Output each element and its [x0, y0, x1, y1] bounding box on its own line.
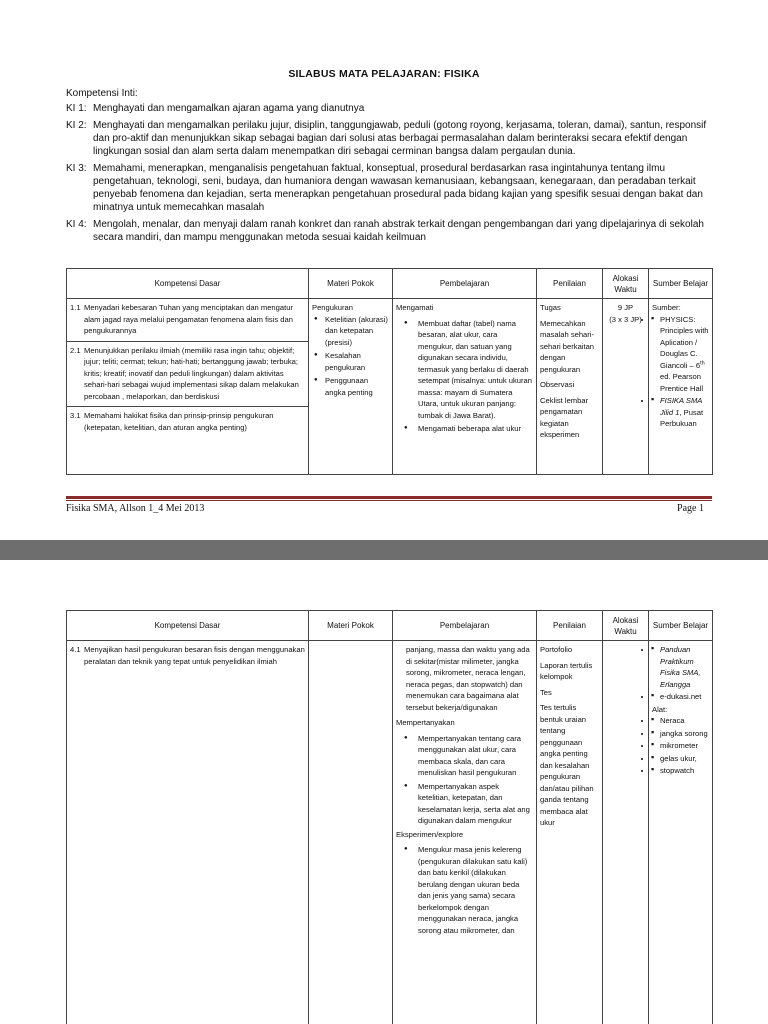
- list-item: ● Mengamati beberapa alat ukur: [396, 423, 533, 435]
- ki-label: KI 4:: [66, 219, 87, 230]
- sumber-book-rest: , Pusat Perbukuan: [660, 407, 704, 428]
- materi-title: Pengukuran: [312, 303, 353, 312]
- alat-label: Alat:: [652, 704, 668, 714]
- pembelajaran-list: [396, 733, 533, 827]
- ki-label: KI 1:: [66, 103, 87, 114]
- ki-item: [66, 218, 716, 244]
- pembelajaran-list: [396, 318, 533, 435]
- ki-item: [66, 162, 716, 214]
- pembelajaran-title: Eksperimen/explore: [396, 829, 464, 839]
- table-header-row: [67, 269, 713, 299]
- ki-heading: Kompetensi Inti:: [66, 88, 138, 99]
- table-row: [67, 641, 713, 1024]
- ki-item: [66, 119, 716, 158]
- pembelajaran-continued: panjang, massa dan waktu yang ada di sekitar(mistar milimeter, jangka sorong, mikrometer, neraca lengan, neraca pegas, dan stopwatch) dan menemukan cara bagaimana alat tersebut bekerja/digunakan: [406, 645, 530, 712]
- pembelajaran-title: Mengamati: [396, 303, 434, 312]
- kd-number: 3.1: [70, 411, 81, 420]
- kd-item: [67, 407, 308, 437]
- header-kd: Kompetensi Dasar: [67, 269, 309, 299]
- header-alokasi: Alokasi Waktu: [603, 269, 649, 299]
- list-item: ● Mempertanyakan aspek ketelitian, ketepatan, dan keselamatan kerja, serta alat ang digunakan dalam mengukur: [396, 781, 533, 827]
- materi-cell: [309, 641, 393, 1024]
- sumber-book-italic: FISIKA SMA Jilid 1: [660, 396, 703, 417]
- ki-item: [66, 102, 716, 115]
- penilaian-cell: [537, 299, 603, 475]
- pembelajaran-cell: [393, 641, 537, 1024]
- list-item: ▪ • stopwatch: [652, 765, 709, 777]
- sumber-cell: [649, 641, 713, 1024]
- kd-cell: [67, 299, 309, 475]
- sumber-cell: [649, 299, 713, 475]
- footer-left: Fisika SMA, Allson 1_4 Mei 2013: [66, 503, 205, 514]
- list-item: ● Mengukur masa jenis kelereng (pengukuran dilakukan satu kali) dan batu kerikil (dilakukan berulang dengan ukuran beda dan jenis yang sama) secara berkelompok dengan menggunakan neraca, jangka sorong atau mikrometer, dan: [396, 844, 533, 936]
- kd-cell: [67, 641, 309, 1024]
- page-2: [0, 560, 768, 1024]
- ki-label: KI 2:: [66, 120, 87, 131]
- alat-list: [652, 715, 709, 777]
- kd-text: Memahami hakikat fisika dan prinsip-prinsip pengukuran (ketepatan, ketelitian, dan aturan angka penting): [84, 411, 274, 432]
- penilaian-item: Portofolio: [540, 645, 573, 654]
- materi-cell: [309, 299, 393, 475]
- table-row: [67, 299, 713, 475]
- footer-rule-thin: [66, 500, 712, 501]
- list-item: ▪ • jangka sorong: [652, 728, 709, 740]
- header-pembelajaran: Pembelajaran: [393, 611, 537, 641]
- sumber-list: [652, 314, 709, 430]
- sumber-book-2: ed. Pearson Prentice Hall: [660, 372, 704, 393]
- header-penilaian: Penilaian: [537, 611, 603, 641]
- list-item: ● Mempertanyakan tentang cara menggunakan alat ukur, cara membaca skala, dan cara menuliskan hasil pengukuran: [396, 733, 533, 779]
- ki-label: KI 3:: [66, 163, 87, 174]
- list-item: ▪ • gelas ukur,: [652, 753, 709, 765]
- kd-text: Menunjukkan perilaku ilmiah (memiliki rasa ingin tahu; objektif; jujur; teliti; cermat; tekun; hati-hati; bertanggung jawab; terbuka; kritis; kreatif; inovatif dan peduli lingkungan) dalam aktivitas sehari-hari sebagai wujud implementasi sikap dalam melakukan percobaan , melaporkan, dan berdiskusi: [84, 345, 299, 401]
- sumber-sup: th: [700, 359, 705, 366]
- header-kd: Kompetensi Dasar: [67, 611, 309, 641]
- pembelajaran-list: [396, 844, 533, 936]
- header-alokasi: Alokasi Waktu: [603, 611, 649, 641]
- kd-item: [70, 644, 305, 667]
- list-item: ▪ • mikrometer: [652, 740, 709, 752]
- ki-text: Menghayati dan mengamalkan perilaku jujur, disiplin, tanggungjawab, peduli (gotong royong, kerjasama, toleran, damai), santun, responsif dan pro-aktif dan menunjukkan sikap sebagai bagian dari solusi atas berbagai permasalahan dalam berinteraksi secara efektif dengan lingkungan sosial dan alam serta dalam menempatkan diri sebagai cerminan bangsa dalam pergaulan dunia.: [93, 120, 707, 157]
- kd-number: 1.1: [70, 303, 81, 312]
- penilaian-item: Tes tertulis bentuk uraian tentang penggunaan angka penting dan kesalahan pengukuran dan/atau pilihan ganda tentang membaca alat ukur: [540, 703, 594, 827]
- syllabus-table-page-1: [66, 268, 713, 475]
- sumber-label: Sumber:: [652, 303, 681, 312]
- syllabus-table-page-2: [66, 610, 713, 1024]
- ki-text: Memahami, menerapkan, menganalisis pengetahuan faktual, konseptual, prosedural berdasarkan rasa ingintahunya tentang ilmu pengetahuan, teknologi, seni, budaya, dan humaniora dengan wawasan kemanusiaan, kebangsaan, kenegaraan, dan peradaban terkait penyebab fenomena dan kejadian, serta menerapkan pengetahuan prosedural pada bidang kajian yang spesifik sesuai dengan bakat dan minatnya untuk memecahkan masalah: [93, 163, 703, 213]
- alokasi-detail: (3 x 3 JP): [609, 314, 642, 324]
- penilaian-item: Memecahkan masalah sehari-sehari berkaitan dengan pengukuran: [540, 318, 595, 374]
- list-item: [652, 314, 709, 395]
- pembelajaran-title: Mempertanyakan: [396, 718, 455, 727]
- sumber-book: PHYSICS: Principles with Aplication / Douglas C. Giancoli – 6: [660, 314, 709, 370]
- penilaian-item: Ceklist lembar pengamatan kegiatan eksperimen: [540, 395, 589, 439]
- page-title: SILABUS MATA PELAJARAN: FISIKA: [288, 68, 480, 80]
- list-item: ▪ • Panduan Praktikum Fisika SMA, Erlangga: [652, 644, 709, 690]
- footer-page-number: Page 1: [677, 503, 704, 514]
- list-item: ● Penggunaan angka penting: [312, 375, 389, 398]
- penilaian-item: Laporan tertulis kelompok: [540, 660, 593, 681]
- kd-text: Menyajikan hasil pengukuran besaran fisis dengan menggunakan peralatan dan teknik yang tepat untuk penyelidikan ilmiah: [84, 645, 305, 666]
- list-item: ● Kesalahan pengukuran: [312, 350, 389, 373]
- list-item: ▪ • e-dukasi.net: [652, 691, 709, 703]
- table-header-row: [67, 611, 713, 641]
- sumber-list: [652, 644, 709, 703]
- kd-item: [67, 342, 308, 408]
- penilaian-item: Tugas: [540, 303, 561, 312]
- footer-rule: [66, 496, 712, 499]
- list-item: ● Membuat daftar (tabel) nama besaran, alat ukur, cara mengukur, dan satuan yang digunakan secara individu, termasuk yang berlaku di daerah setempat (misalnya: untuk ukuran massa: mayam di Sumatera Utara, untuk ukuran panjang: tumbak di Jawa Barat).: [396, 318, 533, 422]
- list-item: ▪ • Neraca: [652, 715, 709, 727]
- header-materi: Materi Pokok: [309, 611, 393, 641]
- header-pembelajaran: Pembelajaran: [393, 269, 537, 299]
- penilaian-item: Tes: [540, 687, 552, 697]
- kd-number: 4.1: [70, 645, 81, 654]
- kd-item: [67, 299, 308, 342]
- alokasi-jp: 9 JP: [617, 303, 634, 312]
- header-sumber: Sumber Belajar: [649, 611, 713, 641]
- kd-text: Menyadari kebesaran Tuhan yang menciptakan dan mengatur alam jagad raya melalui pengamatan fenomena alam fisis dan pengukurannya: [84, 303, 293, 335]
- header-sumber: Sumber Belajar: [649, 269, 713, 299]
- pembelajaran-cell: [393, 299, 537, 475]
- ki-text: Mengolah, menalar, dan menyaji dalam ranah konkret dan ranah abstrak terkait dengan pengembangan dari yang dipelajarinya di sekolah secara mandiri, dan mampu menggunakan metoda sesuai kaidah keilmuan: [93, 219, 704, 243]
- penilaian-cell: [537, 641, 603, 1024]
- penilaian-item: Observasi: [540, 380, 575, 389]
- list-item: ● Ketelitian (akurasi) dan ketepatan (presisi): [312, 314, 389, 349]
- list-item: [652, 395, 709, 430]
- materi-list: [312, 314, 389, 399]
- ki-list: [66, 102, 716, 248]
- kd-number: 2.1: [70, 345, 81, 355]
- ki-text: Menghayati dan mengamalkan ajaran agama yang dianutnya: [93, 103, 365, 114]
- header-materi: Materi Pokok: [309, 269, 393, 299]
- header-penilaian: Penilaian: [537, 269, 603, 299]
